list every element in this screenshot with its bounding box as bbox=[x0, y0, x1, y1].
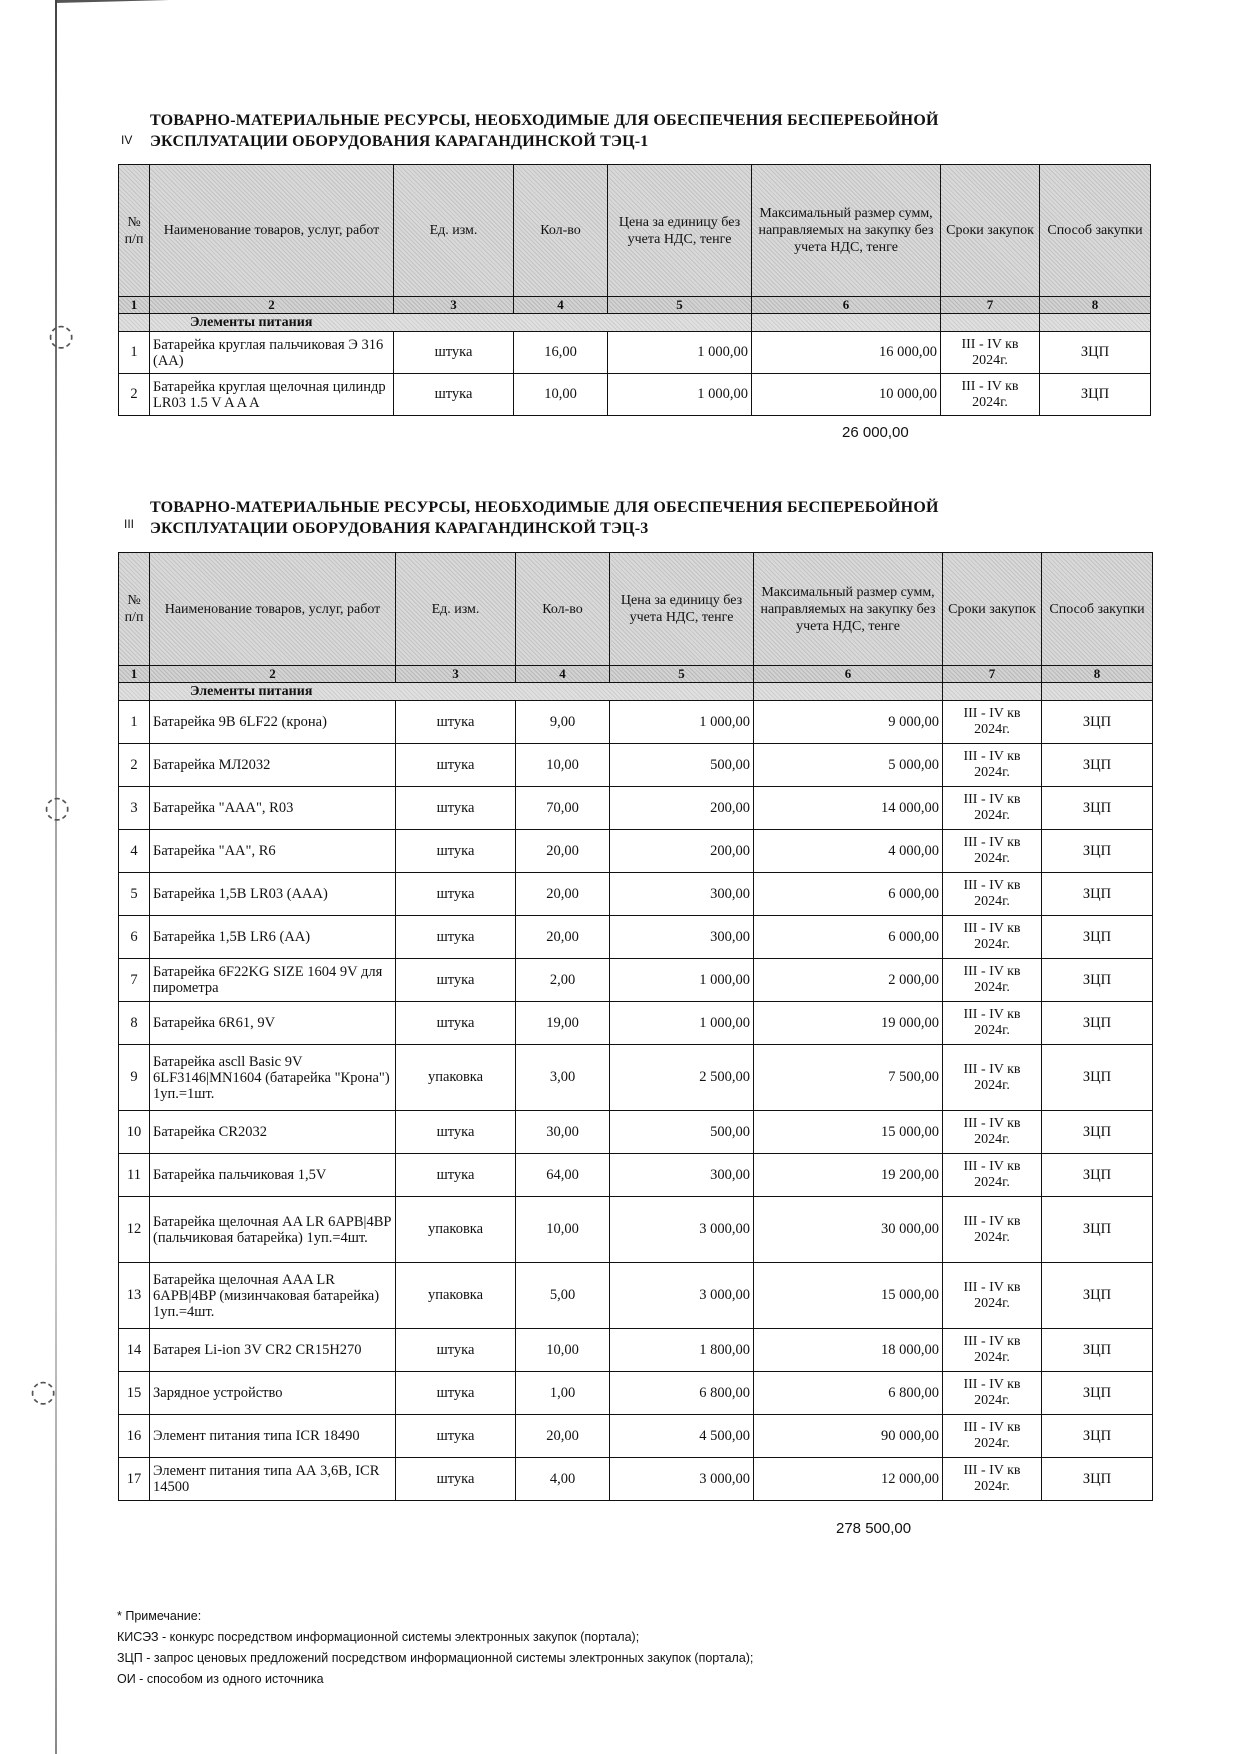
qty-cell: 70,00 bbox=[516, 787, 610, 830]
method-cell: ЗЦП bbox=[1042, 1458, 1153, 1501]
col-number: 3 bbox=[394, 297, 514, 314]
period-cell: III - IV кв 2024г. bbox=[943, 701, 1042, 744]
table-row bbox=[119, 959, 1153, 1002]
table-row bbox=[119, 1002, 1153, 1045]
row-number: 8 bbox=[119, 1002, 150, 1045]
item-name: Батарея Li-ion 3V CR2 CR15H270 bbox=[150, 1329, 396, 1372]
price-cell: 3 000,00 bbox=[610, 1263, 754, 1329]
section-total: 26 000,00 bbox=[842, 424, 909, 441]
period-cell: III - IV кв 2024г. bbox=[943, 1415, 1042, 1458]
unit-cell: штука bbox=[394, 374, 514, 416]
sum-cell: 18 000,00 bbox=[754, 1329, 943, 1372]
table-row bbox=[119, 1263, 1153, 1329]
method-cell: ЗЦП bbox=[1042, 701, 1153, 744]
header-row bbox=[119, 553, 1153, 666]
method-cell: ЗЦП bbox=[1042, 830, 1153, 873]
col-header-period: Сроки закупок bbox=[941, 165, 1040, 297]
period-cell: III - IV кв 2024г. bbox=[943, 830, 1042, 873]
row-number: 11 bbox=[119, 1154, 150, 1197]
price-cell: 1 000,00 bbox=[610, 701, 754, 744]
col-number: 5 bbox=[608, 297, 752, 314]
method-cell: ЗЦП bbox=[1042, 787, 1153, 830]
unit-cell: штука bbox=[396, 1372, 516, 1415]
row-number: 1 bbox=[119, 701, 150, 744]
unit-cell: штука bbox=[396, 1458, 516, 1501]
method-cell: ЗЦП bbox=[1040, 332, 1151, 374]
method-cell: ЗЦП bbox=[1042, 1415, 1153, 1458]
price-cell: 3 000,00 bbox=[610, 1458, 754, 1501]
col-number: 4 bbox=[514, 297, 608, 314]
section-title-line: ТОВАРНО-МАТЕРИАЛЬНЫЕ РЕСУРСЫ, НЕОБХОДИМЫЕ ДЛЯ ОБЕСПЕЧЕНИЯ БЕСПЕРЕБОЙНОЙ bbox=[150, 112, 939, 129]
qty-cell: 20,00 bbox=[516, 830, 610, 873]
table-row bbox=[119, 1111, 1153, 1154]
unit-cell: штука bbox=[396, 787, 516, 830]
row-number: 13 bbox=[119, 1263, 150, 1329]
item-name: Батарейка CR2032 bbox=[150, 1111, 396, 1154]
period-cell: III - IV кв 2024г. bbox=[943, 1154, 1042, 1197]
col-number: 6 bbox=[754, 666, 943, 683]
col-header-name: Наименование товаров, услуг, работ bbox=[150, 165, 394, 297]
row-number: 10 bbox=[119, 1111, 150, 1154]
unit-cell: штука bbox=[396, 1111, 516, 1154]
item-name: Батарейка круглая щелочная цилиндр LR03 1.5 V A A A bbox=[150, 374, 394, 416]
period-cell: III - IV кв 2024г. bbox=[943, 787, 1042, 830]
section-title-line: ЭКСПЛУАТАЦИИ ОБОРУДОВАНИЯ КАРАГАНДИНСКОЙ ТЭЦ-3 bbox=[150, 520, 649, 537]
row-number: 17 bbox=[119, 1458, 150, 1501]
item-name: Батарейка щелочная AAA LR 6APB|4BP (мизинчаковая батарейка) 1уп.=4шт. bbox=[150, 1263, 396, 1329]
period-cell: III - IV кв 2024г. bbox=[943, 959, 1042, 1002]
table-row bbox=[119, 332, 1151, 374]
table-row bbox=[119, 916, 1153, 959]
period-cell: III - IV кв 2024г. bbox=[941, 332, 1040, 374]
table-row bbox=[119, 787, 1153, 830]
row-number: 1 bbox=[119, 332, 150, 374]
price-cell: 1 000,00 bbox=[610, 1002, 754, 1045]
note-line: ОИ - способом из одного источника bbox=[117, 1672, 324, 1686]
item-name: Батарейка 6R61, 9V bbox=[150, 1002, 396, 1045]
item-name: Батарейка МЛ2032 bbox=[150, 744, 396, 787]
notes-block bbox=[117, 1606, 753, 1690]
method-cell: ЗЦП bbox=[1040, 374, 1151, 416]
col-header-number: № п/п bbox=[119, 553, 150, 666]
qty-cell: 10,00 bbox=[516, 1329, 610, 1372]
notes-title: * Примечание: bbox=[117, 1609, 202, 1623]
row-number: 7 bbox=[119, 959, 150, 1002]
col-header-name: Наименование товаров, услуг, работ bbox=[150, 553, 396, 666]
col-number: 6 bbox=[752, 297, 941, 314]
punch-hole-mark-1: ◌ bbox=[48, 318, 75, 353]
table-row bbox=[119, 1154, 1153, 1197]
item-name: Батарейка 1,5В LR6 (АА) bbox=[150, 916, 396, 959]
sum-cell: 6 000,00 bbox=[754, 873, 943, 916]
col-number: 1 bbox=[119, 666, 150, 683]
unit-cell: упаковка bbox=[396, 1263, 516, 1329]
col-header-unit: Ед. изм. bbox=[394, 165, 514, 297]
row-number: 6 bbox=[119, 916, 150, 959]
scan-edge-left bbox=[55, 0, 57, 1754]
unit-cell: штука bbox=[394, 332, 514, 374]
table-row bbox=[119, 744, 1153, 787]
header-row bbox=[119, 165, 1151, 297]
col-number: 2 bbox=[150, 666, 396, 683]
section-number: III bbox=[124, 517, 135, 531]
sum-cell: 90 000,00 bbox=[754, 1415, 943, 1458]
col-number: 5 bbox=[610, 666, 754, 683]
resources-table-tec1 bbox=[118, 164, 1151, 416]
method-cell: ЗЦП bbox=[1042, 873, 1153, 916]
sum-cell: 15 000,00 bbox=[754, 1111, 943, 1154]
row-number: 5 bbox=[119, 873, 150, 916]
qty-cell: 3,00 bbox=[516, 1045, 610, 1111]
method-cell: ЗЦП bbox=[1042, 1329, 1153, 1372]
qty-cell: 16,00 bbox=[514, 332, 608, 374]
method-cell: ЗЦП bbox=[1042, 1002, 1153, 1045]
unit-cell: штука bbox=[396, 873, 516, 916]
col-number: 4 bbox=[516, 666, 610, 683]
group-label: Элементы питания bbox=[150, 683, 754, 701]
row-number: 16 bbox=[119, 1415, 150, 1458]
note-line: КИСЭЗ - конкурс посредством информационной системы электронных закупок (портала); bbox=[117, 1630, 640, 1644]
item-name: Батарейка пальчиковая 1,5V bbox=[150, 1154, 396, 1197]
section-title-line: ТОВАРНО-МАТЕРИАЛЬНЫЕ РЕСУРСЫ, НЕОБХОДИМЫЕ ДЛЯ ОБЕСПЕЧЕНИЯ БЕСПЕРЕБОЙНОЙ bbox=[150, 499, 939, 516]
item-name: Элемент питания типа ICR 18490 bbox=[150, 1415, 396, 1458]
method-cell: ЗЦП bbox=[1042, 916, 1153, 959]
unit-cell: упаковка bbox=[396, 1045, 516, 1111]
period-cell: III - IV кв 2024г. bbox=[943, 1111, 1042, 1154]
item-name: Батарейка "AA", R6 bbox=[150, 830, 396, 873]
price-cell: 1 000,00 bbox=[608, 374, 752, 416]
col-number: 1 bbox=[119, 297, 150, 314]
col-header-price: Цена за единицу без учета НДС, тенге bbox=[610, 553, 754, 666]
method-cell: ЗЦП bbox=[1042, 1111, 1153, 1154]
col-number: 7 bbox=[943, 666, 1042, 683]
qty-cell: 5,00 bbox=[516, 1263, 610, 1329]
qty-cell: 64,00 bbox=[516, 1154, 610, 1197]
table-row bbox=[119, 374, 1151, 416]
col-header-unit: Ед. изм. bbox=[396, 553, 516, 666]
item-name: Батарейка 1,5В LR03 (ААА) bbox=[150, 873, 396, 916]
unit-cell: штука bbox=[396, 1002, 516, 1045]
col-header-method: Способ закупки bbox=[1040, 165, 1151, 297]
col-header-price: Цена за единицу без учета НДС, тенге bbox=[608, 165, 752, 297]
table-row bbox=[119, 830, 1153, 873]
qty-cell: 10,00 bbox=[516, 744, 610, 787]
section-title bbox=[150, 497, 939, 539]
col-header-period: Сроки закупок bbox=[943, 553, 1042, 666]
price-cell: 1 000,00 bbox=[608, 332, 752, 374]
price-cell: 500,00 bbox=[610, 1111, 754, 1154]
method-cell: ЗЦП bbox=[1042, 1263, 1153, 1329]
period-cell: III - IV кв 2024г. bbox=[943, 1045, 1042, 1111]
price-cell: 200,00 bbox=[610, 787, 754, 830]
note-line: ЗЦП - запрос ценовых предложений посредством информационной системы электронных закупок (портала); bbox=[117, 1651, 754, 1665]
price-cell: 300,00 bbox=[610, 916, 754, 959]
price-cell: 1 800,00 bbox=[610, 1329, 754, 1372]
col-header-qty: Кол-во bbox=[516, 553, 610, 666]
unit-cell: штука bbox=[396, 701, 516, 744]
qty-cell: 10,00 bbox=[514, 374, 608, 416]
row-number: 3 bbox=[119, 787, 150, 830]
qty-cell: 2,00 bbox=[516, 959, 610, 1002]
item-name: Батарейка 9В 6LF22 (крона) bbox=[150, 701, 396, 744]
group-row bbox=[119, 314, 1151, 332]
table-row bbox=[119, 1197, 1153, 1263]
price-cell: 500,00 bbox=[610, 744, 754, 787]
qty-cell: 20,00 bbox=[516, 1415, 610, 1458]
sum-cell: 4 000,00 bbox=[754, 830, 943, 873]
table-row bbox=[119, 1045, 1153, 1111]
sum-cell: 10 000,00 bbox=[752, 374, 941, 416]
section-title-line: ЭКСПЛУАТАЦИИ ОБОРУДОВАНИЯ КАРАГАНДИНСКОЙ ТЭЦ-1 bbox=[150, 133, 649, 150]
price-cell: 3 000,00 bbox=[610, 1197, 754, 1263]
group-row bbox=[119, 683, 1153, 701]
sum-cell: 30 000,00 bbox=[754, 1197, 943, 1263]
qty-cell: 20,00 bbox=[516, 916, 610, 959]
item-name: Батарейка ascll Basic 9V 6LF3146|MN1604 (батарейка "Крона") 1уп.=1шт. bbox=[150, 1045, 396, 1111]
col-header-number: № п/п bbox=[119, 165, 150, 297]
sum-cell: 16 000,00 bbox=[752, 332, 941, 374]
sum-cell: 19 200,00 bbox=[754, 1154, 943, 1197]
period-cell: III - IV кв 2024г. bbox=[943, 1458, 1042, 1501]
sum-cell: 6 800,00 bbox=[754, 1372, 943, 1415]
price-cell: 300,00 bbox=[610, 1154, 754, 1197]
item-name: Батарейка круглая пальчиковая Э 316 (АА) bbox=[150, 332, 394, 374]
item-name: Батарейка "AAA", R03 bbox=[150, 787, 396, 830]
price-cell: 4 500,00 bbox=[610, 1415, 754, 1458]
qty-cell: 20,00 bbox=[516, 873, 610, 916]
unit-cell: штука bbox=[396, 916, 516, 959]
method-cell: ЗЦП bbox=[1042, 1372, 1153, 1415]
section-total: 278 500,00 bbox=[836, 1520, 912, 1537]
col-header-max-sum: Максимальный размер сумм, направляемых на закупку без учета НДС, тенге bbox=[752, 165, 941, 297]
period-cell: III - IV кв 2024г. bbox=[943, 1263, 1042, 1329]
item-name: Батарейка 6F22KG SIZE 1604 9V для пирометра bbox=[150, 959, 396, 1002]
price-cell: 2 500,00 bbox=[610, 1045, 754, 1111]
resources-table-tec3 bbox=[118, 552, 1153, 1501]
period-cell: III - IV кв 2024г. bbox=[943, 1372, 1042, 1415]
section-number: IV bbox=[121, 133, 133, 147]
table-row bbox=[119, 1458, 1153, 1501]
col-number: 8 bbox=[1040, 297, 1151, 314]
col-number: 7 bbox=[941, 297, 1040, 314]
punch-hole-mark-2: ◌ bbox=[44, 790, 71, 825]
col-header-max-sum: Максимальный размер сумм, направляемых на закупку без учета НДС, тенге bbox=[754, 553, 943, 666]
table-row bbox=[119, 1329, 1153, 1372]
unit-cell: штука bbox=[396, 959, 516, 1002]
col-number: 8 bbox=[1042, 666, 1153, 683]
sum-cell: 19 000,00 bbox=[754, 1002, 943, 1045]
column-numbers-row bbox=[119, 666, 1153, 683]
row-number: 2 bbox=[119, 744, 150, 787]
qty-cell: 4,00 bbox=[516, 1458, 610, 1501]
price-cell: 6 800,00 bbox=[610, 1372, 754, 1415]
period-cell: III - IV кв 2024г. bbox=[943, 873, 1042, 916]
method-cell: ЗЦП bbox=[1042, 744, 1153, 787]
sum-cell: 5 000,00 bbox=[754, 744, 943, 787]
period-cell: III - IV кв 2024г. bbox=[943, 744, 1042, 787]
col-header-qty: Кол-во bbox=[514, 165, 608, 297]
sum-cell: 12 000,00 bbox=[754, 1458, 943, 1501]
method-cell: ЗЦП bbox=[1042, 1154, 1153, 1197]
row-number: 12 bbox=[119, 1197, 150, 1263]
sum-cell: 9 000,00 bbox=[754, 701, 943, 744]
unit-cell: штука bbox=[396, 744, 516, 787]
sum-cell: 14 000,00 bbox=[754, 787, 943, 830]
period-cell: III - IV кв 2024г. bbox=[943, 1197, 1042, 1263]
item-name: Зарядное устройство bbox=[150, 1372, 396, 1415]
unit-cell: штука bbox=[396, 1329, 516, 1372]
col-header-method: Способ закупки bbox=[1042, 553, 1153, 666]
period-cell: III - IV кв 2024г. bbox=[941, 374, 1040, 416]
table-row bbox=[119, 1415, 1153, 1458]
item-name: Элемент питания типа АА 3,6В, ICR 14500 bbox=[150, 1458, 396, 1501]
qty-cell: 19,00 bbox=[516, 1002, 610, 1045]
method-cell: ЗЦП bbox=[1042, 1197, 1153, 1263]
section-title bbox=[150, 110, 939, 152]
sum-cell: 6 000,00 bbox=[754, 916, 943, 959]
qty-cell: 30,00 bbox=[516, 1111, 610, 1154]
price-cell: 200,00 bbox=[610, 830, 754, 873]
row-number: 9 bbox=[119, 1045, 150, 1111]
item-name: Батарейка щелочная AA LR 6APB|4BP (пальчиковая батарейка) 1уп.=4шт. bbox=[150, 1197, 396, 1263]
scan-edge-top bbox=[55, 0, 335, 3]
unit-cell: штука bbox=[396, 830, 516, 873]
sum-cell: 15 000,00 bbox=[754, 1263, 943, 1329]
col-number: 2 bbox=[150, 297, 394, 314]
qty-cell: 10,00 bbox=[516, 1197, 610, 1263]
sum-cell: 2 000,00 bbox=[754, 959, 943, 1002]
qty-cell: 1,00 bbox=[516, 1372, 610, 1415]
table-row bbox=[119, 701, 1153, 744]
row-number: 4 bbox=[119, 830, 150, 873]
unit-cell: штука bbox=[396, 1154, 516, 1197]
punch-hole-mark-3: ◌ bbox=[30, 1374, 57, 1409]
period-cell: III - IV кв 2024г. bbox=[943, 916, 1042, 959]
sum-cell: 7 500,00 bbox=[754, 1045, 943, 1111]
col-number: 3 bbox=[396, 666, 516, 683]
price-cell: 300,00 bbox=[610, 873, 754, 916]
period-cell: III - IV кв 2024г. bbox=[943, 1002, 1042, 1045]
unit-cell: упаковка bbox=[396, 1197, 516, 1263]
row-number: 2 bbox=[119, 374, 150, 416]
unit-cell: штука bbox=[396, 1415, 516, 1458]
table-row bbox=[119, 873, 1153, 916]
row-number: 15 bbox=[119, 1372, 150, 1415]
method-cell: ЗЦП bbox=[1042, 959, 1153, 1002]
row-number: 14 bbox=[119, 1329, 150, 1372]
price-cell: 1 000,00 bbox=[610, 959, 754, 1002]
qty-cell: 9,00 bbox=[516, 701, 610, 744]
method-cell: ЗЦП bbox=[1042, 1045, 1153, 1111]
table-row bbox=[119, 1372, 1153, 1415]
period-cell: III - IV кв 2024г. bbox=[943, 1329, 1042, 1372]
column-numbers-row bbox=[119, 297, 1151, 314]
group-label: Элементы питания bbox=[150, 314, 752, 332]
